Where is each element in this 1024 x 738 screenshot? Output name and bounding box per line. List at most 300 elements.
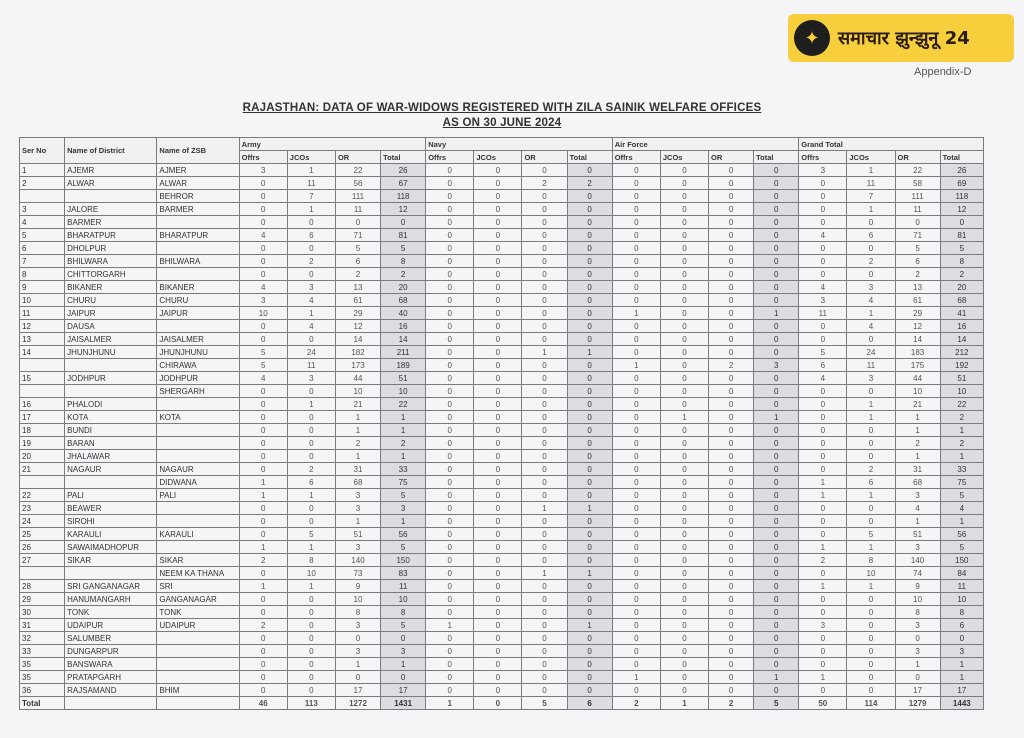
total-cell: 0 — [754, 346, 799, 359]
district-cell: ALWAR — [65, 177, 157, 190]
value-cell: 182 — [335, 346, 380, 359]
value-cell: 3 — [335, 645, 380, 658]
district-cell — [65, 359, 157, 372]
value-cell: 0 — [426, 658, 474, 671]
district-cell: KARAULI — [65, 528, 157, 541]
value-cell: 0 — [474, 359, 522, 372]
value-cell: 0 — [799, 385, 847, 398]
value-cell: 0 — [799, 450, 847, 463]
zsb-cell — [157, 437, 239, 450]
ser-no-cell: 2 — [20, 177, 65, 190]
value-cell: 3 — [335, 541, 380, 554]
total-cell: 0 — [567, 541, 612, 554]
value-cell: 0 — [660, 554, 708, 567]
table-total-row — [20, 697, 984, 710]
ser-no-cell: 32 — [20, 632, 65, 645]
value-cell: 0 — [709, 307, 754, 320]
value-cell: 0 — [287, 385, 335, 398]
value-cell: 0 — [474, 671, 522, 684]
total-cell: 14 — [381, 333, 426, 346]
value-cell: 7 — [287, 190, 335, 203]
value-cell: 0 — [426, 645, 474, 658]
value-cell: 3 — [895, 541, 940, 554]
value-cell: 24 — [287, 346, 335, 359]
total-cell: 0 — [381, 671, 426, 684]
total-cell: 0 — [567, 645, 612, 658]
group-navy: Navy — [426, 138, 613, 151]
total-cell: 1 — [567, 619, 612, 632]
ser-no-cell: 9 — [20, 281, 65, 294]
value-cell: 1 — [287, 307, 335, 320]
value-cell: 0 — [239, 658, 287, 671]
value-cell: 24 — [847, 346, 895, 359]
value-cell: 0 — [660, 619, 708, 632]
value-cell: 0 — [612, 320, 660, 333]
value-cell: 0 — [239, 320, 287, 333]
district-cell — [65, 476, 157, 489]
value-cell: 0 — [239, 437, 287, 450]
district-cell: JHUNJHUNU — [65, 346, 157, 359]
table-row — [20, 346, 984, 359]
table-row — [20, 424, 984, 437]
value-cell: 0 — [709, 450, 754, 463]
value-cell: 0 — [847, 619, 895, 632]
total-cell: 0 — [754, 554, 799, 567]
district-cell: SIROHI — [65, 515, 157, 528]
value-cell: 0 — [709, 385, 754, 398]
district-cell: PALI — [65, 489, 157, 502]
table-row — [20, 398, 984, 411]
sub-jcos: JCOs — [660, 151, 708, 164]
total-cell: 0 — [567, 307, 612, 320]
zsb-cell — [157, 645, 239, 658]
total-cell: 1431 — [381, 697, 426, 710]
total-cell: 0 — [567, 489, 612, 502]
total-cell: 0 — [754, 606, 799, 619]
total-cell: 0 — [567, 515, 612, 528]
value-cell: 111 — [895, 190, 940, 203]
value-cell: 0 — [335, 216, 380, 229]
district-cell: UDAIPUR — [65, 619, 157, 632]
total-cell: 16 — [381, 320, 426, 333]
value-cell: 0 — [522, 489, 567, 502]
total-cell: 0 — [754, 177, 799, 190]
value-cell: 0 — [426, 567, 474, 580]
value-cell: 71 — [335, 229, 380, 242]
value-cell: 0 — [847, 658, 895, 671]
value-cell: 0 — [474, 580, 522, 593]
total-cell: 1 — [381, 424, 426, 437]
total-cell: 10 — [381, 593, 426, 606]
value-cell: 31 — [895, 463, 940, 476]
value-cell: 0 — [426, 190, 474, 203]
district-cell: SIKAR — [65, 554, 157, 567]
value-cell: 0 — [522, 671, 567, 684]
total-cell: 41 — [940, 307, 983, 320]
district-cell: NAGAUR — [65, 463, 157, 476]
value-cell: 10 — [239, 307, 287, 320]
total-cell: 51 — [381, 372, 426, 385]
total-cell: 0 — [567, 476, 612, 489]
value-cell: 3 — [799, 164, 847, 177]
value-cell: 0 — [847, 515, 895, 528]
value-cell: 0 — [522, 593, 567, 606]
value-cell: 1 — [847, 203, 895, 216]
value-cell: 0 — [799, 463, 847, 476]
value-cell: 1 — [660, 697, 708, 710]
value-cell: 0 — [474, 255, 522, 268]
value-cell: 0 — [709, 372, 754, 385]
table-row — [20, 333, 984, 346]
zsb-cell — [157, 671, 239, 684]
value-cell: 4 — [287, 294, 335, 307]
total-cell: 1 — [940, 424, 983, 437]
value-cell: 1 — [287, 580, 335, 593]
value-cell: 0 — [612, 437, 660, 450]
total-cell: 0 — [567, 268, 612, 281]
value-cell: 1 — [847, 411, 895, 424]
value-cell: 0 — [522, 619, 567, 632]
value-cell: 5 — [239, 359, 287, 372]
value-cell: 0 — [612, 398, 660, 411]
value-cell: 1 — [426, 697, 474, 710]
value-cell: 0 — [612, 411, 660, 424]
value-cell: 0 — [660, 320, 708, 333]
total-cell: 1 — [940, 658, 983, 671]
value-cell: 0 — [847, 632, 895, 645]
district-cell: DUNGARPUR — [65, 645, 157, 658]
total-cell: 0 — [754, 684, 799, 697]
total-cell: 118 — [381, 190, 426, 203]
value-cell: 0 — [660, 476, 708, 489]
ser-no-cell: 5 — [20, 229, 65, 242]
sub-offrs: Offrs — [799, 151, 847, 164]
data-table-wrapper — [19, 137, 984, 706]
ser-no-cell: 7 — [20, 255, 65, 268]
total-cell: 0 — [567, 190, 612, 203]
value-cell: 0 — [426, 684, 474, 697]
zsb-cell — [157, 450, 239, 463]
value-cell: 2 — [522, 177, 567, 190]
value-cell: 0 — [474, 619, 522, 632]
total-cell: 0 — [567, 164, 612, 177]
zsb-cell: JHUNJHUNU — [157, 346, 239, 359]
value-cell: 0 — [474, 684, 522, 697]
total-cell: 0 — [567, 385, 612, 398]
value-cell: 0 — [612, 684, 660, 697]
ser-no-cell — [20, 476, 65, 489]
value-cell: 0 — [660, 567, 708, 580]
value-cell: 0 — [660, 346, 708, 359]
value-cell: 0 — [612, 476, 660, 489]
value-cell: 0 — [474, 554, 522, 567]
total-cell: 33 — [381, 463, 426, 476]
value-cell: 0 — [335, 632, 380, 645]
total-cell: 212 — [940, 346, 983, 359]
value-cell: 113 — [287, 697, 335, 710]
zsb-cell: SHERGARH — [157, 385, 239, 398]
value-cell: 0 — [426, 216, 474, 229]
value-cell: 4 — [799, 229, 847, 242]
value-cell: 0 — [287, 242, 335, 255]
ser-no-cell: 20 — [20, 450, 65, 463]
total-cell: 0 — [754, 645, 799, 658]
sub-offrs: Offrs — [612, 151, 660, 164]
value-cell: 0 — [474, 450, 522, 463]
value-cell: 2 — [335, 268, 380, 281]
district-cell: BHARATPUR — [65, 229, 157, 242]
value-cell: 0 — [709, 333, 754, 346]
total-cell: 0 — [567, 281, 612, 294]
value-cell: 0 — [239, 203, 287, 216]
document-title — [222, 101, 782, 131]
header-row-1 — [20, 138, 984, 151]
zsb-cell: JAISALMER — [157, 333, 239, 346]
value-cell: 0 — [660, 424, 708, 437]
value-cell: 0 — [660, 528, 708, 541]
value-cell: 0 — [660, 164, 708, 177]
value-cell: 2 — [239, 554, 287, 567]
total-cell: 1 — [754, 411, 799, 424]
value-cell: 0 — [660, 203, 708, 216]
ser-no-cell: 22 — [20, 489, 65, 502]
table-row — [20, 190, 984, 203]
value-cell: 2 — [709, 359, 754, 372]
value-cell: 0 — [239, 684, 287, 697]
table-row — [20, 164, 984, 177]
ser-no-cell: 6 — [20, 242, 65, 255]
district-cell: HANUMANGARH — [65, 593, 157, 606]
value-cell: 10 — [287, 567, 335, 580]
district-cell: SRI GANGANAGAR — [65, 580, 157, 593]
value-cell: 4 — [799, 372, 847, 385]
value-cell: 183 — [895, 346, 940, 359]
value-cell: 0 — [522, 554, 567, 567]
total-cell: 2 — [567, 177, 612, 190]
total-cell: 22 — [940, 398, 983, 411]
value-cell: 0 — [474, 307, 522, 320]
value-cell: 1 — [895, 515, 940, 528]
value-cell: 0 — [474, 203, 522, 216]
value-cell: 0 — [612, 424, 660, 437]
value-cell: 1 — [895, 424, 940, 437]
zsb-cell: SIKAR — [157, 554, 239, 567]
table-row — [20, 229, 984, 242]
value-cell: 0 — [612, 229, 660, 242]
value-cell: 0 — [522, 632, 567, 645]
total-cell: 0 — [567, 658, 612, 671]
value-cell: 0 — [474, 346, 522, 359]
ser-no-cell: 12 — [20, 320, 65, 333]
value-cell: 12 — [895, 320, 940, 333]
value-cell: 10 — [335, 593, 380, 606]
zsb-cell — [157, 216, 239, 229]
title-line-1: RAJASTHAN: DATA OF WAR-WIDOWS REGISTERED WITH ZILA SAINIK WELFARE OFFICES — [242, 102, 762, 114]
sub-jcos: JCOs — [847, 151, 895, 164]
value-cell: 0 — [239, 671, 287, 684]
value-cell: 0 — [426, 294, 474, 307]
total-cell: 6 — [940, 619, 983, 632]
total-cell: 0 — [567, 684, 612, 697]
value-cell: 0 — [612, 190, 660, 203]
value-cell: 0 — [612, 502, 660, 515]
value-cell: 1 — [660, 411, 708, 424]
value-cell: 3 — [335, 489, 380, 502]
zsb-cell: TONK — [157, 606, 239, 619]
ser-no-cell: 16 — [20, 398, 65, 411]
value-cell: 0 — [709, 268, 754, 281]
value-cell: 2 — [895, 268, 940, 281]
value-cell: 1 — [612, 359, 660, 372]
table-row — [20, 658, 984, 671]
total-cell: 1 — [567, 567, 612, 580]
table-row — [20, 216, 984, 229]
value-cell: 1 — [847, 307, 895, 320]
ser-no-cell: 28 — [20, 580, 65, 593]
value-cell: 1 — [287, 541, 335, 554]
total-cell: 0 — [567, 372, 612, 385]
district-cell: DAUSA — [65, 320, 157, 333]
value-cell: 0 — [612, 281, 660, 294]
total-cell: 40 — [381, 307, 426, 320]
value-cell: 0 — [660, 294, 708, 307]
group-air-force: Air Force — [612, 138, 799, 151]
value-cell: 0 — [426, 164, 474, 177]
table-row — [20, 489, 984, 502]
watermark-text: समाचार झुन्झुनू 24 — [838, 28, 970, 49]
value-cell: 0 — [522, 307, 567, 320]
value-cell: 0 — [709, 463, 754, 476]
value-cell: 0 — [709, 619, 754, 632]
ser-no-cell — [20, 359, 65, 372]
value-cell: 0 — [287, 437, 335, 450]
value-cell: 8 — [847, 554, 895, 567]
value-cell: 0 — [799, 333, 847, 346]
value-cell: 0 — [287, 658, 335, 671]
value-cell: 1 — [799, 671, 847, 684]
value-cell: 2 — [287, 463, 335, 476]
value-cell: 0 — [522, 463, 567, 476]
table-row — [20, 684, 984, 697]
value-cell: 13 — [335, 281, 380, 294]
value-cell: 0 — [522, 437, 567, 450]
table-row — [20, 177, 984, 190]
table-row — [20, 320, 984, 333]
sub-jcos: JCOs — [474, 151, 522, 164]
appendix-label: Appendix-D — [914, 66, 972, 78]
value-cell: 0 — [612, 203, 660, 216]
total-cell: 67 — [381, 177, 426, 190]
table-row — [20, 580, 984, 593]
value-cell: 0 — [895, 671, 940, 684]
zsb-cell: BHIM — [157, 684, 239, 697]
value-cell: 0 — [709, 554, 754, 567]
total-cell: 189 — [381, 359, 426, 372]
table-row — [20, 593, 984, 606]
total-cell: 0 — [567, 229, 612, 242]
value-cell: 0 — [287, 450, 335, 463]
ser-no-cell: 11 — [20, 307, 65, 320]
value-cell: 0 — [522, 268, 567, 281]
total-cell: 1 — [381, 658, 426, 671]
value-cell: 0 — [847, 424, 895, 437]
value-cell: 0 — [660, 372, 708, 385]
value-cell: 0 — [287, 684, 335, 697]
ser-no-cell: 31 — [20, 619, 65, 632]
value-cell: 0 — [612, 294, 660, 307]
value-cell: 0 — [709, 255, 754, 268]
district-cell: PRATAPGARH — [65, 671, 157, 684]
total-cell: 26 — [381, 164, 426, 177]
sub-total: Total — [754, 151, 799, 164]
total-cell: 17 — [381, 684, 426, 697]
total-cell: 150 — [940, 554, 983, 567]
value-cell: 0 — [709, 411, 754, 424]
value-cell: 0 — [239, 385, 287, 398]
value-cell: 0 — [474, 281, 522, 294]
district-cell: BARMER — [65, 216, 157, 229]
value-cell: 0 — [239, 177, 287, 190]
value-cell: 3 — [847, 281, 895, 294]
total-cell: 14 — [940, 333, 983, 346]
value-cell: 0 — [799, 411, 847, 424]
value-cell: 21 — [895, 398, 940, 411]
district-cell: JALORE — [65, 203, 157, 216]
total-cell: 0 — [567, 593, 612, 606]
value-cell: 0 — [612, 255, 660, 268]
district-cell: KOTA — [65, 411, 157, 424]
total-cell: 0 — [567, 242, 612, 255]
value-cell: 6 — [895, 255, 940, 268]
value-cell: 0 — [799, 606, 847, 619]
value-cell: 0 — [522, 424, 567, 437]
value-cell: 0 — [709, 580, 754, 593]
value-cell: 46 — [239, 697, 287, 710]
value-cell: 3 — [895, 489, 940, 502]
value-cell: 0 — [709, 593, 754, 606]
value-cell: 0 — [709, 424, 754, 437]
value-cell: 0 — [239, 424, 287, 437]
value-cell: 0 — [847, 645, 895, 658]
total-cell: 75 — [940, 476, 983, 489]
total-cell: 0 — [754, 658, 799, 671]
total-cell: 0 — [567, 203, 612, 216]
value-cell: 0 — [426, 255, 474, 268]
value-cell: 0 — [474, 164, 522, 177]
value-cell: 0 — [709, 476, 754, 489]
value-cell: 0 — [239, 268, 287, 281]
value-cell: 0 — [522, 450, 567, 463]
value-cell: 0 — [239, 255, 287, 268]
value-cell: 9 — [895, 580, 940, 593]
value-cell: 1 — [335, 515, 380, 528]
total-cell: 0 — [754, 567, 799, 580]
value-cell: 0 — [799, 437, 847, 450]
district-cell: DHOLPUR — [65, 242, 157, 255]
value-cell: 111 — [335, 190, 380, 203]
total-cell: 1443 — [940, 697, 983, 710]
zsb-cell: SRI — [157, 580, 239, 593]
table-row — [20, 619, 984, 632]
value-cell: 10 — [895, 593, 940, 606]
ser-no-cell: 23 — [20, 502, 65, 515]
table-row — [20, 450, 984, 463]
value-cell: 0 — [799, 203, 847, 216]
value-cell: 8 — [335, 606, 380, 619]
district-cell: PHALODI — [65, 398, 157, 411]
table-row — [20, 567, 984, 580]
total-cell: 0 — [754, 450, 799, 463]
